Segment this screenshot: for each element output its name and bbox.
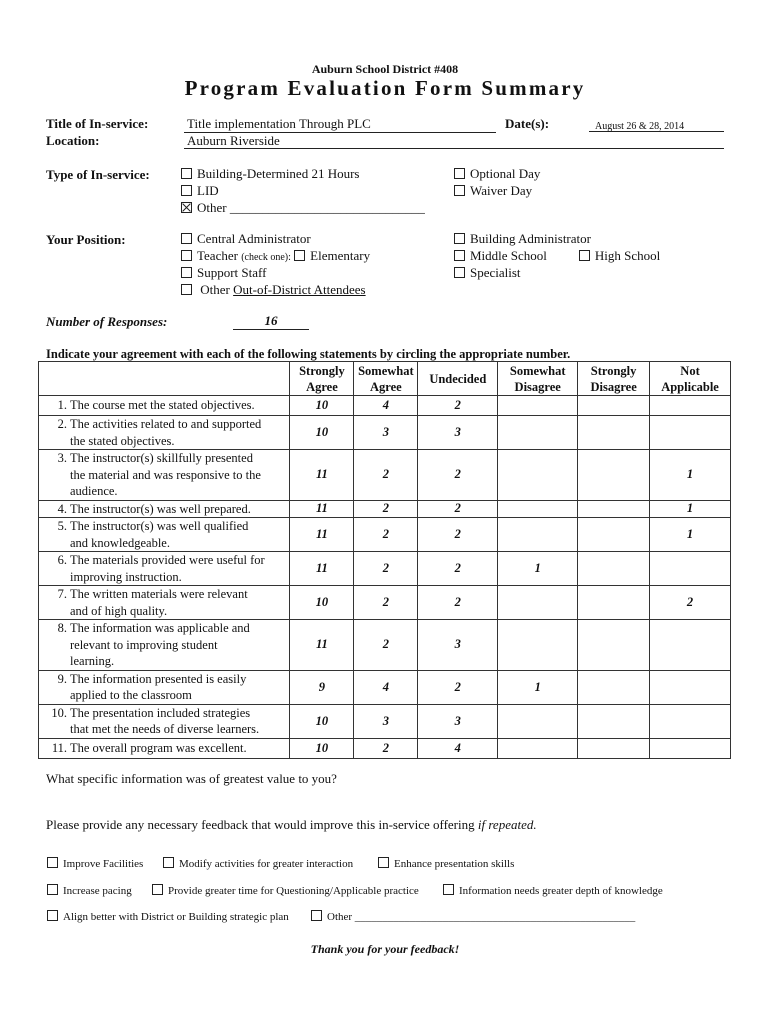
response-count-cell: 2 bbox=[650, 586, 731, 620]
type-option-building[interactable] bbox=[181, 166, 425, 183]
table-row bbox=[39, 500, 731, 518]
header-not-applicable bbox=[650, 362, 731, 396]
response-count-cell: 11 bbox=[290, 518, 354, 552]
location-value: Auburn Riverside bbox=[187, 133, 280, 148]
response-count-cell bbox=[650, 620, 731, 671]
response-count-cell: 2 bbox=[354, 738, 418, 758]
checkbox[interactable] bbox=[311, 910, 322, 921]
response-count-cell bbox=[498, 586, 578, 620]
header-line: Agree bbox=[306, 379, 338, 394]
statement-text bbox=[70, 586, 248, 619]
statement-text bbox=[70, 501, 251, 518]
response-count-cell bbox=[498, 396, 578, 416]
response-count-cell bbox=[498, 620, 578, 671]
statement-number: 4. bbox=[57, 501, 67, 516]
checkbox-checked[interactable] bbox=[181, 202, 192, 213]
response-count-cell bbox=[578, 670, 650, 704]
response-count-cell bbox=[578, 500, 650, 518]
header-strongly-disagree bbox=[578, 362, 650, 396]
position-other[interactable] bbox=[181, 282, 370, 299]
position-middle-school[interactable] bbox=[454, 248, 660, 265]
feedback-label: Increase pacing bbox=[63, 885, 132, 897]
statement-line: applied to the classroom bbox=[70, 688, 192, 702]
statement-number: 9. bbox=[57, 671, 67, 686]
thank-you-note: Thank you for your feedback! bbox=[310, 942, 460, 956]
position-building-admin[interactable] bbox=[454, 231, 660, 248]
checkbox[interactable] bbox=[454, 168, 465, 179]
checkbox[interactable] bbox=[454, 185, 465, 196]
statement-number: 5. bbox=[57, 519, 67, 533]
response-count-cell: 4 bbox=[354, 670, 418, 704]
response-count-cell: 1 bbox=[498, 552, 578, 586]
statement-number: 2. bbox=[57, 417, 67, 431]
statement-cell bbox=[39, 518, 290, 552]
header-line: Strongly bbox=[590, 363, 637, 378]
checkbox[interactable] bbox=[47, 910, 58, 921]
statement-number: 10. bbox=[51, 705, 67, 720]
response-count-cell bbox=[578, 450, 650, 501]
statement-line: and of high quality. bbox=[70, 603, 168, 618]
other-position-value: Out-of-District Attendees bbox=[233, 282, 366, 297]
feedback-improve-facilities[interactable] bbox=[47, 857, 143, 870]
district-name: Auburn School District #408 bbox=[311, 62, 459, 76]
statement-number: 11. bbox=[51, 740, 67, 755]
statement-text bbox=[70, 705, 259, 738]
type-options-right bbox=[454, 166, 540, 200]
type-options-left bbox=[181, 166, 425, 217]
feedback-label: Improve Facilities bbox=[63, 858, 144, 870]
response-count-cell: 3 bbox=[354, 416, 418, 450]
feedback-label: Modify activities for greater interaction bbox=[179, 858, 354, 870]
response-count-cell: 10 bbox=[290, 416, 354, 450]
type-option-lid[interactable] bbox=[181, 183, 425, 200]
response-count-cell bbox=[498, 500, 578, 518]
response-count-cell: 1 bbox=[498, 670, 578, 704]
responses-value: 16 bbox=[233, 313, 309, 330]
feedback-increase-pacing[interactable] bbox=[47, 884, 132, 897]
statement-cell bbox=[39, 620, 290, 671]
response-count-cell: 10 bbox=[290, 704, 354, 738]
statement-cell bbox=[39, 552, 290, 586]
header-statement bbox=[39, 362, 290, 396]
response-count-cell bbox=[578, 620, 650, 671]
option-label: Other bbox=[200, 282, 230, 297]
feedback-enhance-presentation[interactable] bbox=[378, 857, 514, 870]
statement-text bbox=[70, 552, 265, 585]
statement-line: The information presented is easily bbox=[70, 671, 247, 686]
response-count-cell bbox=[578, 738, 650, 758]
option-label: Building-Determined 21 Hours bbox=[197, 166, 360, 181]
position-central-admin[interactable] bbox=[181, 231, 370, 248]
statement-line: The materials provided were useful for bbox=[70, 553, 265, 567]
statement-text bbox=[70, 740, 247, 757]
table-row bbox=[39, 416, 731, 450]
header-line: Somewhat bbox=[509, 363, 566, 378]
response-count-cell bbox=[578, 704, 650, 738]
statement-line: that met the needs of diverse learners. bbox=[70, 722, 260, 736]
header-line: Disagree bbox=[590, 379, 637, 394]
table-row bbox=[39, 586, 731, 620]
checkbox[interactable] bbox=[294, 250, 305, 261]
statement-line: The information was applicable and bbox=[70, 621, 250, 635]
feedback-label: Information needs greater depth of knowledge bbox=[459, 885, 663, 897]
response-count-cell bbox=[498, 518, 578, 552]
page-title: Program Evaluation Form Summary bbox=[184, 76, 586, 100]
statement-line: The presentation included strategies bbox=[70, 705, 251, 720]
feedback-align-better[interactable] bbox=[47, 910, 289, 923]
statement-text bbox=[70, 450, 261, 500]
response-count-cell: 4 bbox=[354, 396, 418, 416]
response-count-cell: 2 bbox=[418, 586, 498, 620]
header-undecided bbox=[418, 362, 498, 396]
responses-label: Number of Responses: bbox=[46, 314, 168, 329]
option-label: Central Administrator bbox=[197, 231, 311, 246]
checkbox[interactable] bbox=[181, 284, 192, 295]
table-row bbox=[39, 518, 731, 552]
statement-line: the stated objectives. bbox=[70, 433, 175, 448]
table-header-row bbox=[39, 362, 731, 396]
response-count-cell bbox=[650, 704, 731, 738]
table-row bbox=[39, 396, 731, 416]
statement-line: and knowledgeable. bbox=[70, 535, 170, 550]
header-line: Strongly bbox=[299, 363, 345, 378]
type-label-text: Type of In-service: bbox=[46, 167, 150, 182]
checkbox[interactable] bbox=[454, 250, 465, 261]
response-count-cell: 10 bbox=[290, 396, 354, 416]
response-count-cell bbox=[650, 396, 731, 416]
response-count-cell bbox=[650, 670, 731, 704]
title-value: Title implementation Through PLC bbox=[187, 116, 371, 131]
position-teacher[interactable] bbox=[181, 248, 370, 265]
option-label: Other ______________________________ bbox=[197, 200, 425, 215]
statement-line: improving instruction. bbox=[70, 569, 182, 584]
response-count-cell bbox=[578, 552, 650, 586]
option-label: Waiver Day bbox=[470, 183, 533, 198]
response-count-cell: 11 bbox=[290, 620, 354, 671]
position-options-left bbox=[181, 231, 370, 299]
evaluation-table bbox=[38, 361, 731, 759]
feedback-provide-greater-time[interactable] bbox=[152, 884, 419, 897]
header-somewhat-disagree bbox=[498, 362, 578, 396]
statement-line: relevant to improving student bbox=[70, 637, 218, 652]
statement-number: 7. bbox=[57, 587, 67, 601]
header-line: Undecided bbox=[429, 371, 487, 386]
response-count-cell: 1 bbox=[650, 450, 731, 501]
statement-line: The instructor(s) was well prepared. bbox=[70, 501, 251, 516]
response-count-cell bbox=[498, 450, 578, 501]
option-label: Specialist bbox=[470, 265, 521, 280]
dates-label: Date(s): bbox=[505, 116, 550, 131]
response-count-cell: 2 bbox=[418, 450, 498, 501]
response-count-cell: 2 bbox=[354, 518, 418, 552]
response-count-cell bbox=[650, 552, 731, 586]
statement-cell bbox=[39, 416, 290, 450]
response-count-cell bbox=[578, 396, 650, 416]
option-label: Building Administrator bbox=[470, 231, 591, 246]
title-label: Title of In-service: bbox=[46, 116, 149, 131]
type-option-waiver-day[interactable] bbox=[454, 183, 540, 200]
response-count-cell: 2 bbox=[418, 670, 498, 704]
checkbox[interactable] bbox=[181, 233, 192, 244]
table-row bbox=[39, 738, 731, 758]
position-label: Your Position: bbox=[46, 232, 126, 247]
response-count-cell: 2 bbox=[354, 500, 418, 518]
checkbox[interactable] bbox=[47, 857, 58, 868]
checkbox[interactable] bbox=[181, 267, 192, 278]
table-row bbox=[39, 450, 731, 501]
statement-line: The overall program was excellent. bbox=[70, 740, 247, 755]
response-count-cell: 4 bbox=[418, 738, 498, 758]
response-count-cell: 2 bbox=[354, 620, 418, 671]
header-line: Agree bbox=[370, 379, 402, 394]
response-count-cell: 2 bbox=[418, 500, 498, 518]
response-count-cell: 2 bbox=[354, 450, 418, 501]
dates-field bbox=[589, 116, 724, 132]
checkbox[interactable] bbox=[163, 857, 174, 868]
type-option-optional-day[interactable] bbox=[454, 166, 540, 183]
question-feedback-text: Please provide any necessary feedback that would improve this in-service offering bbox=[46, 817, 475, 832]
feedback-label: Provide greater time for Questioning/Applicable practice bbox=[168, 885, 419, 897]
response-count-cell bbox=[498, 704, 578, 738]
checkbox[interactable] bbox=[454, 233, 465, 244]
header-line: Somewhat bbox=[358, 363, 414, 378]
response-count-cell bbox=[498, 416, 578, 450]
response-count-cell: 2 bbox=[354, 552, 418, 586]
statement-text bbox=[70, 620, 250, 670]
title-field bbox=[184, 116, 496, 133]
type-option-other[interactable] bbox=[181, 200, 425, 217]
feedback-modify-activities[interactable] bbox=[163, 857, 353, 870]
dates-value: August 26 & 28, 2014 bbox=[595, 121, 685, 132]
table-row bbox=[39, 670, 731, 704]
statement-cell bbox=[39, 670, 290, 704]
checkbox[interactable] bbox=[181, 250, 192, 261]
checkbox[interactable] bbox=[579, 250, 590, 261]
statement-line: audience. bbox=[70, 484, 118, 498]
question-feedback-italic: if repeated. bbox=[477, 817, 537, 832]
checkbox[interactable] bbox=[152, 884, 163, 895]
response-count-cell bbox=[498, 738, 578, 758]
checkbox[interactable] bbox=[443, 884, 454, 895]
option-label: LID bbox=[197, 183, 219, 198]
statement-line: learning. bbox=[70, 654, 115, 668]
response-count-cell bbox=[650, 416, 731, 450]
feedback-label: Enhance presentation skills bbox=[394, 858, 515, 870]
response-count-cell bbox=[578, 518, 650, 552]
response-count-cell bbox=[578, 416, 650, 450]
instructions: Indicate your agreement with each of the following statements by circling the appropriate number. bbox=[46, 347, 571, 361]
checkbox[interactable] bbox=[378, 857, 389, 868]
statement-number: 6. bbox=[57, 553, 67, 567]
question-feedback bbox=[46, 817, 537, 833]
response-count-cell: 9 bbox=[290, 670, 354, 704]
position-options-right bbox=[454, 231, 660, 282]
statement-line: The course met the stated objectives. bbox=[70, 398, 255, 413]
statement-cell bbox=[39, 450, 290, 501]
option-label: High School bbox=[594, 248, 661, 263]
header-strongly-agree bbox=[290, 362, 354, 396]
option-label: Teacher bbox=[197, 248, 238, 263]
statement-number: 1. bbox=[57, 398, 67, 413]
location-field bbox=[184, 133, 724, 149]
response-count-cell: 3 bbox=[354, 704, 418, 738]
header-line: Applicable bbox=[661, 379, 719, 394]
feedback-other[interactable] bbox=[311, 910, 635, 923]
question-greatest-value: What specific information was of greatest value to you? bbox=[46, 771, 337, 786]
response-count-cell bbox=[650, 738, 731, 758]
statement-number: 3. bbox=[57, 451, 67, 465]
table-row bbox=[39, 620, 731, 671]
statement-cell bbox=[39, 704, 290, 738]
checkbox[interactable] bbox=[454, 267, 465, 278]
statement-line: The activities related to and supported bbox=[70, 417, 262, 431]
response-count-cell: 10 bbox=[290, 738, 354, 758]
option-label: Middle School bbox=[470, 248, 547, 263]
statement-text bbox=[70, 671, 246, 704]
type-label bbox=[46, 167, 150, 183]
response-count-cell bbox=[578, 586, 650, 620]
response-count-cell: 11 bbox=[290, 500, 354, 518]
feedback-label: Other ___________________________________________________ bbox=[327, 911, 636, 923]
statement-text bbox=[70, 397, 255, 414]
statement-number: 8. bbox=[57, 621, 67, 635]
response-count-cell: 3 bbox=[418, 620, 498, 671]
response-count-cell: 11 bbox=[290, 552, 354, 586]
header-somewhat-agree bbox=[354, 362, 418, 396]
response-count-cell: 10 bbox=[290, 586, 354, 620]
response-count-cell: 2 bbox=[418, 552, 498, 586]
statement-line: The instructor(s) skillfully presented bbox=[70, 451, 253, 465]
response-count-cell: 1 bbox=[650, 518, 731, 552]
response-count-cell: 2 bbox=[418, 518, 498, 552]
feedback-label: Align better with District or Building strategic plan bbox=[63, 911, 289, 923]
checkbox[interactable] bbox=[181, 185, 192, 196]
statement-cell bbox=[39, 500, 290, 518]
option-label: Support Staff bbox=[197, 265, 267, 280]
header-line: Disagree bbox=[514, 379, 561, 394]
position-support-staff[interactable] bbox=[181, 265, 370, 282]
feedback-greater-depth[interactable] bbox=[443, 884, 663, 897]
response-count-cell: 3 bbox=[418, 704, 498, 738]
statement-cell bbox=[39, 586, 290, 620]
table-row bbox=[39, 552, 731, 586]
position-specialist[interactable] bbox=[454, 265, 660, 282]
statement-text bbox=[70, 518, 248, 551]
option-label: Optional Day bbox=[470, 166, 541, 181]
response-count-cell: 1 bbox=[650, 500, 731, 518]
statement-cell bbox=[39, 396, 290, 416]
response-count-cell: 11 bbox=[290, 450, 354, 501]
statement-text bbox=[70, 416, 261, 449]
response-count-cell: 3 bbox=[418, 416, 498, 450]
statement-line: the material and was responsive to the bbox=[70, 467, 261, 482]
header-line: Not bbox=[680, 363, 700, 378]
statement-line: The instructor(s) was well qualified bbox=[70, 519, 249, 533]
option-label: Elementary bbox=[310, 248, 371, 263]
table-row bbox=[39, 704, 731, 738]
location-label: Location: bbox=[46, 133, 100, 148]
statement-cell bbox=[39, 738, 290, 758]
check-one-note: (check one): bbox=[241, 252, 291, 263]
statement-line: The written materials were relevant bbox=[70, 587, 248, 601]
response-count-cell: 2 bbox=[354, 586, 418, 620]
checkbox[interactable] bbox=[181, 168, 192, 179]
checkbox[interactable] bbox=[47, 884, 58, 895]
response-count-cell: 2 bbox=[418, 396, 498, 416]
